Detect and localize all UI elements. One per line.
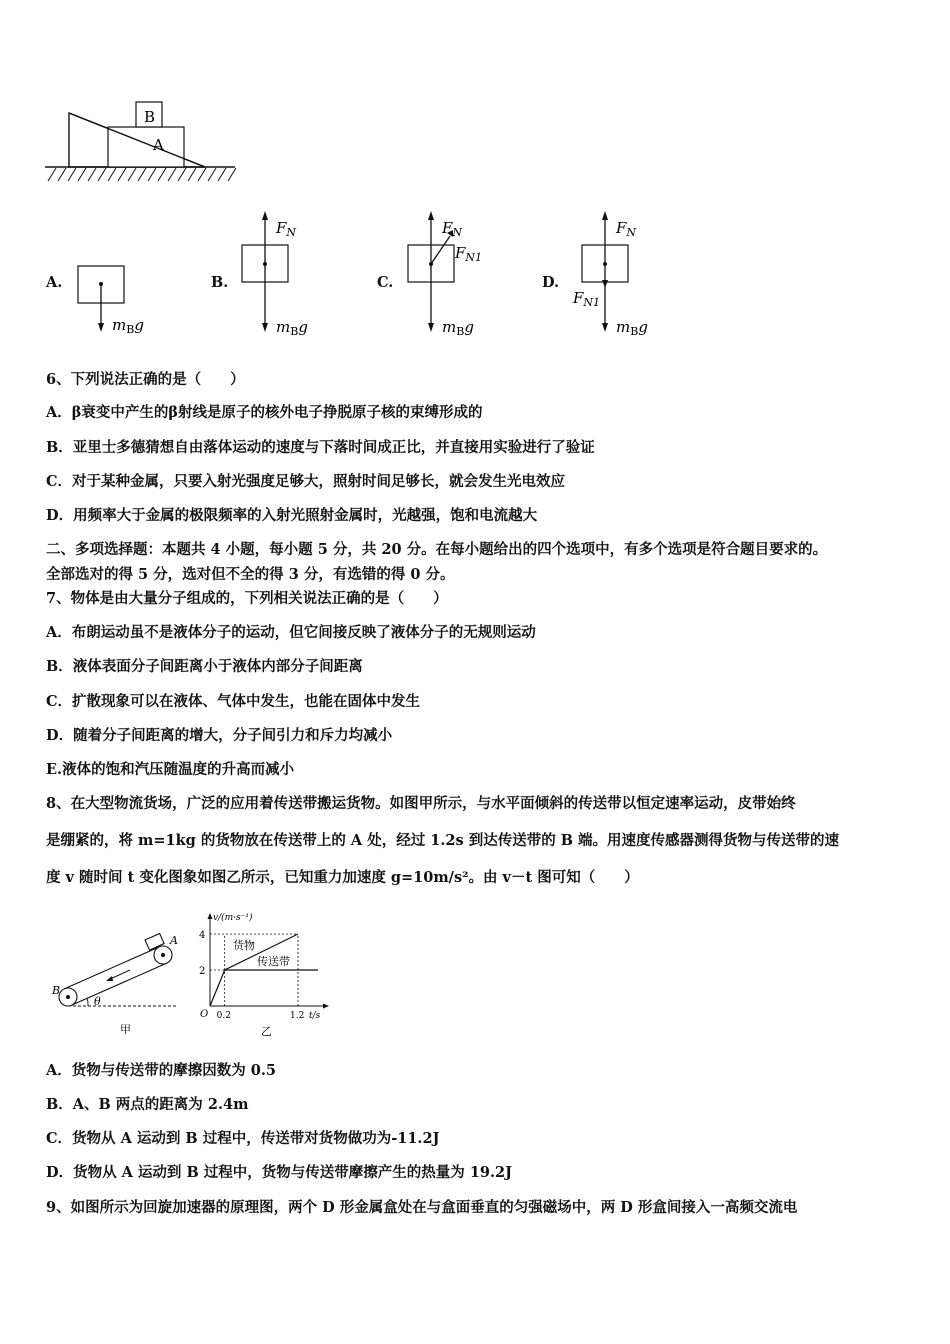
- svg-text:mBg: $m_Bg$: [276, 318, 308, 338]
- vt-origin: O: [200, 1009, 209, 1020]
- section2-line1: 二、多项选择题：本题共 4 小题，每小题 5 分，共 20 分。在每小题给出的四个选项中，有多个选项是符合题目要求的。: [46, 541, 828, 558]
- q8-line2: 是绷紧的，将 m=1kg 的货物放在传送带上的 A 处，经过 1.2s 到达传送带的 B 端。用速度传感器测得货物与传送带的速: [46, 832, 840, 849]
- q9-stem: 9、如图所示为回旋加速器的原理图，两个 D 形金属盒处在与盒面垂直的匀强磁场中，两 D 形盒间接入一高频交流电: [46, 1199, 798, 1216]
- q7-option-d: D．随着分子间距离的增大，分子间引力和斥力均减小: [46, 727, 393, 744]
- q8-option-c: C．货物从 A 运动到 B 过程中，传送带对货物做功为-11.2J: [46, 1130, 440, 1147]
- label-b: B: [52, 984, 61, 997]
- vt-ylabel: v/(m·s⁻¹): [213, 913, 253, 923]
- q5-option-d-letter: D.: [542, 274, 560, 291]
- q6-stem: 6、下列说法正确的是（ ）: [46, 371, 245, 388]
- vt-graph: [195, 905, 335, 1040]
- svg-text:FN: $F_N$: [276, 219, 297, 239]
- svg-text:mBg: $m_Bg$: [112, 316, 144, 336]
- vt-xtick-0.2: 0.2: [216, 1011, 231, 1021]
- q8-option-d: D．货物从 A 运动到 B 过程中，货物与传送带摩擦产生的热量为 19.2J: [46, 1164, 512, 1181]
- q8-line3: 度 v 随时间 t 变化图象如图乙所示，已知重力加速度 g=10m/s²。由 v－t 图可知（ ）: [46, 869, 639, 886]
- label-theta: θ: [94, 995, 101, 1008]
- section2-line2: 全部选对的得 5 分，选对但不全的得 3 分，有选错的得 0 分。: [46, 566, 455, 583]
- svg-text:FN: $F_N$: [616, 219, 637, 239]
- svg-text:FN: $F_N$: [442, 219, 463, 239]
- vt-belt-label: 传送带: [257, 955, 290, 968]
- q8-option-b: B．A、B 两点的距离为 2.4m: [46, 1096, 249, 1113]
- q5-option-b-diagram: [232, 206, 332, 340]
- q6-option-d: D．用频率大于金属的极限频率的入射光照射金属时，光越强，饱和电流越大: [46, 507, 538, 524]
- q6-option-b: B．亚里士多德猜想自由落体运动的速度与下落时间成正比，并直接用实验进行了验证: [46, 439, 595, 456]
- incline-figure: [40, 95, 240, 187]
- q7-stem: 7、物体是由大量分子组成的，下列相关说法正确的是（ ）: [46, 590, 448, 607]
- vt-cargo-label: 货物: [233, 939, 255, 952]
- q8-line1: 8、在大型物流货场，广泛的应用着传送带搬运货物。如图甲所示，与水平面倾斜的传送带以恒定速率运动，皮带始终: [46, 795, 796, 812]
- svg-text:mBg: $m_Bg$: [442, 318, 474, 338]
- label-a: A: [153, 136, 164, 154]
- q5-option-a-diagram: [70, 255, 160, 340]
- q5-option-a-letter: A.: [46, 274, 63, 291]
- vt-ytick-2: 2: [199, 966, 206, 977]
- q7-option-e: E.液体的饱和汽压随温度的升高而减小: [46, 761, 295, 778]
- q5-option-b-letter: B.: [211, 274, 229, 291]
- q6-option-a: A．β衰变中产生的β射线是原子的核外电子挣脱原子核的束缚形成的: [46, 404, 483, 421]
- label-b: B: [144, 108, 156, 126]
- q7-option-b: B．液体表面分子间距离小于液体内部分子间距离: [46, 658, 363, 675]
- q6-option-c: C．对于某种金属，只要入射光强度足够大，照射时间足够长，就会发生光电效应: [46, 473, 566, 490]
- caption-jia: 甲: [120, 1023, 131, 1036]
- q5-option-c-letter: C.: [377, 274, 394, 291]
- conveyor-figure: [48, 925, 183, 1037]
- vt-xtick-1.2: 1.2: [290, 1011, 305, 1021]
- svg-text:mBg: $m_Bg$: [616, 318, 648, 338]
- vt-xlabel: t/s: [309, 1011, 321, 1021]
- svg-text:FN1: $F_{N1}$: [573, 289, 601, 309]
- q8-option-a: A．货物与传送带的摩擦因数为 0.5: [46, 1062, 277, 1079]
- q5-option-d-diagram: [568, 206, 668, 340]
- q7-option-a: A．布朗运动虽不是液体分子的运动，但它间接反映了液体分子的无规则运动: [46, 624, 536, 641]
- q7-option-c: C．扩散现象可以在液体、气体中发生，也能在固体中发生: [46, 693, 421, 710]
- vt-caption: 乙: [261, 1025, 272, 1038]
- q5-option-c-diagram: [398, 206, 508, 340]
- vt-ytick-4: 4: [199, 930, 206, 941]
- label-a: A: [170, 934, 178, 947]
- svg-text:FN1: $F_{N1}$: [455, 244, 483, 264]
